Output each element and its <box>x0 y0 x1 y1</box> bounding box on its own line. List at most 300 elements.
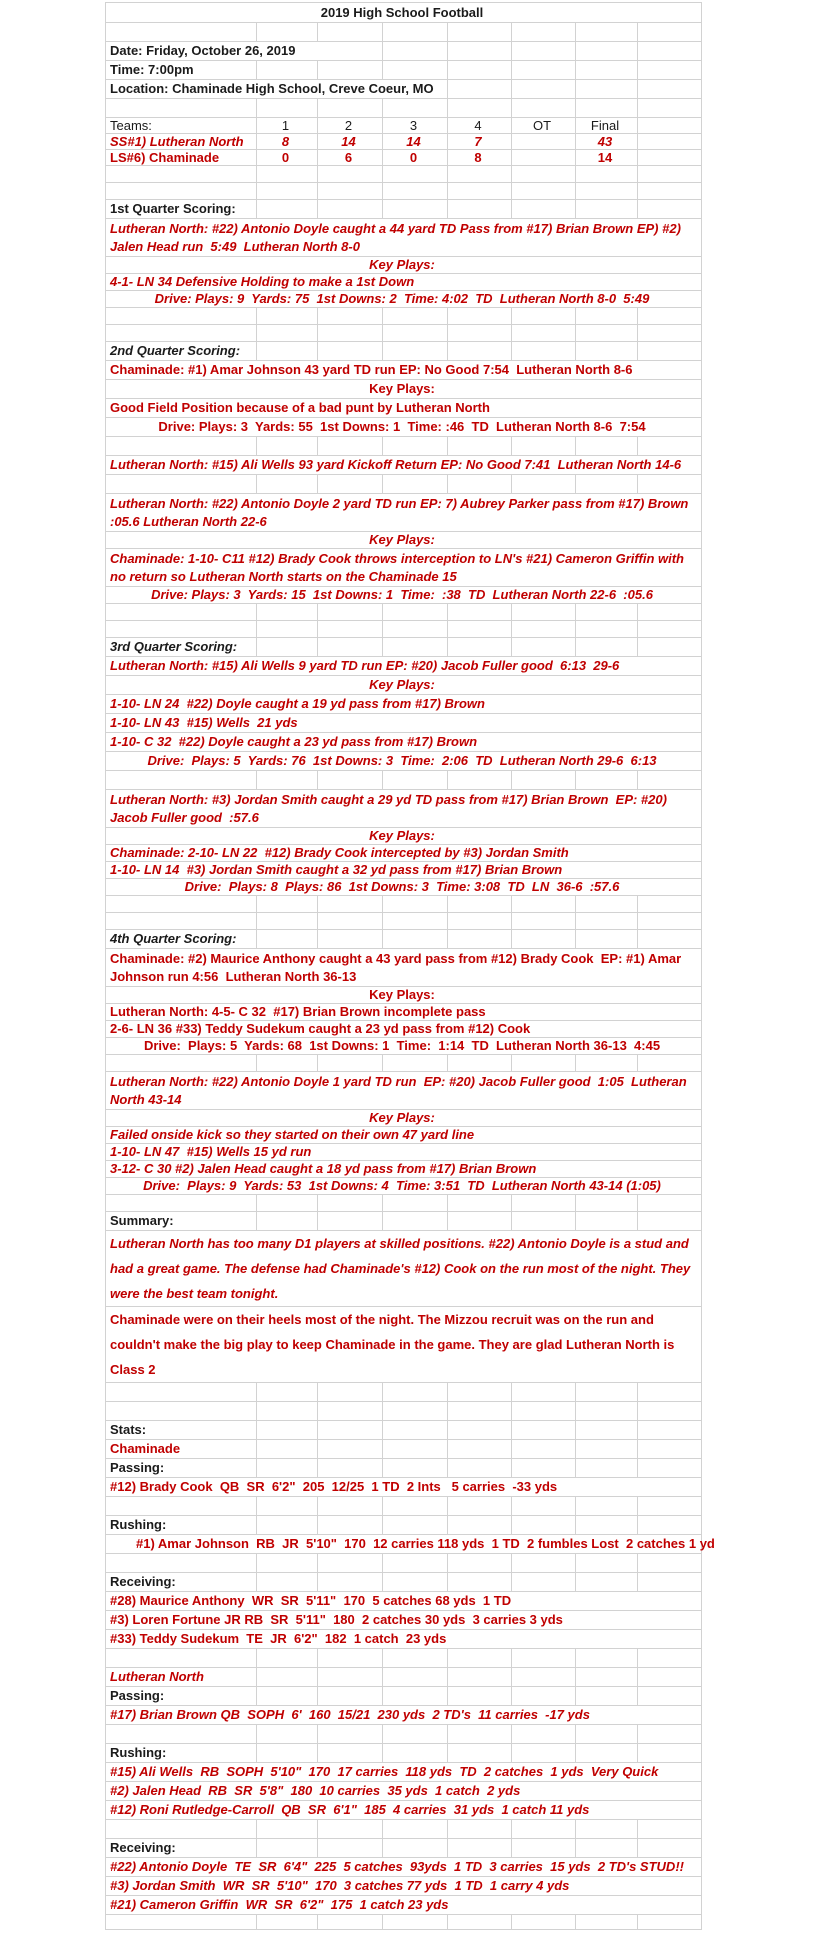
text-cell[interactable]: #22) Antonio Doyle TE SR 6'4" 225 5 catches 93yds 1 TD 3 carries 15 yds 2 TD's STUD!! <box>106 1858 702 1876</box>
cell[interactable] <box>257 437 318 455</box>
cell[interactable] <box>576 1687 638 1705</box>
cell[interactable] <box>257 1402 318 1420</box>
cell[interactable] <box>383 1725 448 1743</box>
cell[interactable] <box>638 1212 702 1230</box>
cell[interactable] <box>257 166 318 182</box>
cell[interactable] <box>383 1440 448 1458</box>
cell[interactable] <box>257 1668 318 1686</box>
cell[interactable] <box>576 1212 638 1230</box>
cell[interactable] <box>448 1668 512 1686</box>
text-cell[interactable]: Summary: <box>106 1212 257 1230</box>
cell[interactable] <box>638 1402 702 1420</box>
cell[interactable] <box>448 308 512 324</box>
cell[interactable] <box>318 99 383 117</box>
cell[interactable] <box>448 23 512 41</box>
text-cell[interactable]: Chaminade: 2-10- LN 22 #12) Brady Cook intercepted by #3) Jordan Smith <box>106 845 702 861</box>
cell[interactable] <box>257 1516 318 1534</box>
cell[interactable] <box>638 1421 702 1439</box>
text-cell[interactable]: Chaminade: 1-10- C11 #12) Brady Cook throws interception to LN's #21) Cameron Griffin with no return so Lutheran North starts on the Chaminade 15 <box>106 549 702 586</box>
cell[interactable] <box>638 1573 702 1591</box>
cell[interactable] <box>576 1516 638 1534</box>
cell[interactable] <box>106 1383 257 1401</box>
cell[interactable] <box>576 1195 638 1211</box>
cell[interactable] <box>318 1212 383 1230</box>
cell[interactable] <box>257 1554 318 1572</box>
cell[interactable] <box>638 913 702 929</box>
cell[interactable] <box>383 99 448 117</box>
cell[interactable] <box>106 1915 257 1929</box>
cell[interactable] <box>106 771 257 789</box>
cell[interactable] <box>383 1820 448 1838</box>
cell[interactable] <box>257 913 318 929</box>
text-cell[interactable]: Chaminade were on their heels most of the night. The Mizzou recruit was on the run and couldn't make the big play to keep Chaminade in the game. They are glad Lutheran North is Class 2 <box>106 1307 702 1382</box>
cell[interactable] <box>512 23 576 41</box>
cell[interactable] <box>638 23 702 41</box>
cell[interactable] <box>512 1055 576 1071</box>
cell[interactable] <box>576 604 638 620</box>
cell[interactable] <box>512 1839 576 1857</box>
cell[interactable] <box>512 1687 576 1705</box>
cell[interactable] <box>257 23 318 41</box>
text-cell[interactable]: Key Plays: <box>106 257 702 273</box>
text-cell[interactable]: Lutheran North <box>106 1668 257 1686</box>
cell[interactable] <box>318 1421 383 1439</box>
score-cell[interactable]: 7 <box>448 134 512 149</box>
cell[interactable] <box>448 771 512 789</box>
cell[interactable] <box>512 183 576 199</box>
score-cell[interactable]: Final <box>576 118 638 133</box>
cell[interactable] <box>576 183 638 199</box>
cell[interactable] <box>383 1839 448 1857</box>
cell[interactable] <box>448 913 512 929</box>
score-cell[interactable] <box>638 118 702 133</box>
cell[interactable] <box>576 1421 638 1439</box>
text-cell[interactable]: #12) Brady Cook QB SR 6'2" 205 12/25 1 TD 2 Ints 5 carries -33 yds <box>106 1478 702 1496</box>
cell[interactable] <box>448 1839 512 1857</box>
cell[interactable] <box>576 99 638 117</box>
text-cell[interactable]: 1-10- LN 47 #15) Wells 15 yd run <box>106 1144 702 1160</box>
score-cell[interactable]: 0 <box>383 150 448 165</box>
cell[interactable] <box>576 896 638 912</box>
cell[interactable] <box>576 475 638 493</box>
cell[interactable] <box>318 23 383 41</box>
text-cell[interactable]: 3-12- C 30 #2) Jalen Head caught a 18 yd pass from #17) Brian Brown <box>106 1161 702 1177</box>
cell[interactable] <box>318 61 383 79</box>
cell[interactable] <box>638 1820 702 1838</box>
score-cell[interactable]: 43 <box>576 134 638 149</box>
cell[interactable] <box>512 80 576 98</box>
cell[interactable] <box>257 1421 318 1439</box>
cell[interactable] <box>257 621 318 637</box>
cell[interactable] <box>638 1687 702 1705</box>
cell[interactable] <box>383 1459 448 1477</box>
cell[interactable] <box>318 1839 383 1857</box>
cell[interactable] <box>106 913 257 929</box>
cell[interactable] <box>638 1915 702 1929</box>
cell[interactable] <box>318 1195 383 1211</box>
cell[interactable] <box>576 1573 638 1591</box>
cell[interactable] <box>257 896 318 912</box>
cell[interactable] <box>318 1687 383 1705</box>
score-cell[interactable]: OT <box>512 118 576 133</box>
cell[interactable] <box>512 166 576 182</box>
cell[interactable] <box>318 638 383 656</box>
cell[interactable] <box>576 23 638 41</box>
text-cell[interactable]: 2-6- LN 36 #33) Teddy Sudekum caught a 23 yd pass from #12) Cook <box>106 1021 702 1037</box>
cell[interactable] <box>638 61 702 79</box>
cell[interactable] <box>257 308 318 324</box>
score-cell[interactable] <box>638 134 702 149</box>
cell[interactable] <box>448 99 512 117</box>
cell[interactable] <box>512 1554 576 1572</box>
cell[interactable] <box>638 342 702 360</box>
cell[interactable] <box>638 80 702 98</box>
text-cell[interactable]: 4-1- LN 34 Defensive Holding to make a 1st Down <box>106 274 702 290</box>
team-name-cell[interactable]: SS#1) Lutheran North <box>106 134 257 149</box>
cell[interactable] <box>383 1497 448 1515</box>
cell[interactable] <box>576 1459 638 1477</box>
cell[interactable] <box>383 1573 448 1591</box>
score-cell[interactable]: 6 <box>318 150 383 165</box>
score-cell[interactable]: 3 <box>383 118 448 133</box>
cell[interactable] <box>106 1402 257 1420</box>
cell[interactable] <box>257 1744 318 1762</box>
cell[interactable] <box>448 1440 512 1458</box>
cell[interactable] <box>383 183 448 199</box>
cell[interactable] <box>383 61 448 79</box>
cell[interactable] <box>512 342 576 360</box>
cell[interactable] <box>383 342 448 360</box>
cell[interactable] <box>383 23 448 41</box>
cell[interactable] <box>383 1554 448 1572</box>
cell[interactable] <box>448 166 512 182</box>
cell[interactable] <box>512 621 576 637</box>
cell[interactable] <box>257 325 318 341</box>
cell[interactable] <box>257 342 318 360</box>
cell[interactable] <box>318 1725 383 1743</box>
cell[interactable] <box>512 1383 576 1401</box>
text-cell[interactable]: 1-10- LN 14 #3) Jordan Smith caught a 32 yd pass from #17) Brian Brown <box>106 862 702 878</box>
cell[interactable] <box>383 325 448 341</box>
text-cell[interactable]: Lutheran North: 4-5- C 32 #17) Brian Brown incomplete pass <box>106 1004 702 1020</box>
cell[interactable] <box>512 437 576 455</box>
cell[interactable] <box>318 1440 383 1458</box>
cell[interactable] <box>576 325 638 341</box>
cell[interactable] <box>448 638 512 656</box>
text-cell[interactable]: Key Plays: <box>106 532 702 548</box>
cell[interactable] <box>318 1497 383 1515</box>
score-cell[interactable]: 14 <box>383 134 448 149</box>
cell[interactable] <box>512 308 576 324</box>
cell[interactable] <box>383 913 448 929</box>
cell[interactable] <box>638 42 702 60</box>
cell[interactable] <box>448 342 512 360</box>
score-cell[interactable]: 2 <box>318 118 383 133</box>
cell[interactable] <box>257 99 318 117</box>
cell[interactable] <box>106 308 257 324</box>
cell[interactable] <box>318 1573 383 1591</box>
text-cell[interactable]: #15) Ali Wells RB SOPH 5'10" 170 17 carries 118 yds TD 2 catches 1 yds Very Quick <box>106 1763 702 1781</box>
cell[interactable] <box>448 621 512 637</box>
cell[interactable] <box>257 771 318 789</box>
cell[interactable] <box>257 1212 318 1230</box>
cell[interactable] <box>318 1516 383 1534</box>
text-cell[interactable]: 1-10- LN 24 #22) Doyle caught a 19 yd pass from #17) Brown <box>106 695 702 713</box>
cell[interactable] <box>383 200 448 218</box>
cell[interactable] <box>638 771 702 789</box>
cell[interactable] <box>318 1915 383 1929</box>
text-cell[interactable]: Lutheran North has too many D1 players at skilled positions. #22) Antonio Doyle is a stud and had a great game. The defense had Chaminade's #12) Cook on the run most of the night. They were the best team tonight. <box>106 1231 702 1306</box>
text-cell[interactable]: 4th Quarter Scoring: <box>106 930 257 948</box>
cell[interactable] <box>576 638 638 656</box>
text-cell[interactable]: Failed onside kick so they started on their own 47 yard line <box>106 1127 702 1143</box>
text-cell[interactable]: Lutheran North: #22) Antonio Doyle 1 yard TD run EP: #20) Jacob Fuller good 1:05 Lutheran North 43-14 <box>106 1072 702 1109</box>
text-cell[interactable]: Lutheran North: #22) Antonio Doyle 2 yard TD run EP: 7) Aubrey Parker pass from #17) Brown :05.6 Lutheran North 22-6 <box>106 494 702 531</box>
cell[interactable] <box>638 1516 702 1534</box>
cell[interactable] <box>383 1383 448 1401</box>
cell[interactable] <box>318 437 383 455</box>
text-cell[interactable]: Drive: Plays: 3 Yards: 15 1st Downs: 1 Time: :38 TD Lutheran North 22-6 :05.6 <box>106 587 702 603</box>
cell[interactable] <box>383 1668 448 1686</box>
cell[interactable] <box>383 1516 448 1534</box>
cell[interactable] <box>257 1383 318 1401</box>
cell[interactable] <box>318 166 383 182</box>
cell[interactable] <box>257 200 318 218</box>
cell[interactable] <box>638 1497 702 1515</box>
cell[interactable] <box>448 1212 512 1230</box>
cell[interactable] <box>576 1383 638 1401</box>
cell[interactable] <box>576 308 638 324</box>
cell[interactable] <box>318 342 383 360</box>
cell[interactable] <box>257 1649 318 1667</box>
cell[interactable] <box>576 42 638 60</box>
cell[interactable] <box>638 1668 702 1686</box>
text-cell[interactable]: Stats: <box>106 1421 257 1439</box>
cell[interactable] <box>448 437 512 455</box>
cell[interactable] <box>448 1402 512 1420</box>
score-cell[interactable]: 14 <box>576 150 638 165</box>
text-cell[interactable]: #1) Amar Johnson RB JR 5'10" 170 12 carries 118 yds 1 TD 2 fumbles Lost 2 catches 1 yd <box>106 1535 702 1553</box>
cell[interactable] <box>512 1212 576 1230</box>
text-cell[interactable]: Lutheran North: #22) Antonio Doyle caught a 44 yard TD Pass from #17) Brian Brown EP) #2) Jalen Head run 5:49 Lutheran North 8-0 <box>106 219 702 256</box>
cell[interactable] <box>638 1725 702 1743</box>
cell[interactable] <box>512 1915 576 1929</box>
cell[interactable] <box>383 308 448 324</box>
cell[interactable] <box>638 325 702 341</box>
cell[interactable] <box>512 42 576 60</box>
cell[interactable] <box>257 61 318 79</box>
cell[interactable] <box>638 1459 702 1477</box>
cell[interactable] <box>106 325 257 341</box>
text-cell[interactable]: Key Plays: <box>106 828 702 844</box>
cell[interactable] <box>448 1516 512 1534</box>
text-cell[interactable]: #21) Cameron Griffin WR SR 6'2" 175 1 catch 23 yds <box>106 1896 702 1914</box>
cell[interactable] <box>512 913 576 929</box>
cell[interactable] <box>638 1383 702 1401</box>
cell[interactable] <box>257 475 318 493</box>
score-cell[interactable] <box>512 150 576 165</box>
cell[interactable] <box>257 1195 318 1211</box>
cell[interactable] <box>106 437 257 455</box>
cell[interactable] <box>318 604 383 620</box>
cell[interactable] <box>383 930 448 948</box>
cell[interactable] <box>448 1820 512 1838</box>
cell[interactable] <box>257 1915 318 1929</box>
cell[interactable] <box>576 1440 638 1458</box>
cell[interactable] <box>638 1440 702 1458</box>
text-cell[interactable]: Lutheran North: #3) Jordan Smith caught a 29 yd TD pass from #17) Brian Brown EP: #20) Jacob Fuller good :57.6 <box>106 790 702 827</box>
cell[interactable] <box>512 638 576 656</box>
score-cell[interactable]: 4 <box>448 118 512 133</box>
text-cell[interactable]: #28) Maurice Anthony WR SR 5'11" 170 5 catches 68 yds 1 TD <box>106 1592 702 1610</box>
cell[interactable] <box>318 1649 383 1667</box>
cell[interactable] <box>383 771 448 789</box>
score-cell[interactable]: 8 <box>448 150 512 165</box>
cell[interactable] <box>383 638 448 656</box>
cell[interactable] <box>576 1649 638 1667</box>
cell[interactable] <box>512 1744 576 1762</box>
cell[interactable] <box>576 342 638 360</box>
cell[interactable] <box>576 1668 638 1686</box>
cell[interactable] <box>512 1440 576 1458</box>
text-cell[interactable]: Drive: Plays: 8 Plays: 86 1st Downs: 3 Time: 3:08 TD LN 36-6 :57.6 <box>106 879 702 895</box>
cell[interactable] <box>448 1459 512 1477</box>
cell[interactable] <box>383 437 448 455</box>
cell[interactable] <box>638 621 702 637</box>
cell[interactable] <box>257 1459 318 1477</box>
cell[interactable] <box>448 1497 512 1515</box>
cell[interactable] <box>448 1055 512 1071</box>
cell[interactable] <box>257 1687 318 1705</box>
cell[interactable] <box>383 42 448 60</box>
cell[interactable] <box>576 1820 638 1838</box>
cell[interactable] <box>638 1554 702 1572</box>
cell[interactable] <box>318 621 383 637</box>
cell[interactable] <box>257 1820 318 1838</box>
cell[interactable] <box>576 913 638 929</box>
text-cell[interactable]: Location: Chaminade High School, Creve Coeur, MO <box>106 80 448 98</box>
cell[interactable] <box>257 1497 318 1515</box>
cell[interactable] <box>448 1687 512 1705</box>
cell[interactable] <box>106 1820 257 1838</box>
cell[interactable] <box>638 1195 702 1211</box>
cell[interactable] <box>576 437 638 455</box>
cell[interactable] <box>576 1402 638 1420</box>
cell[interactable] <box>448 475 512 493</box>
cell[interactable] <box>448 1725 512 1743</box>
cell[interactable] <box>638 1649 702 1667</box>
cell[interactable] <box>576 1554 638 1572</box>
cell[interactable] <box>638 1839 702 1857</box>
cell[interactable] <box>448 930 512 948</box>
text-cell[interactable]: Passing: <box>106 1459 257 1477</box>
team-name-cell[interactable]: Teams: <box>106 118 257 133</box>
cell[interactable] <box>576 1725 638 1743</box>
cell[interactable] <box>448 1421 512 1439</box>
score-cell[interactable] <box>512 134 576 149</box>
cell[interactable] <box>106 1195 257 1211</box>
cell[interactable] <box>638 183 702 199</box>
cell[interactable] <box>383 621 448 637</box>
cell[interactable] <box>576 61 638 79</box>
text-cell[interactable]: 2nd Quarter Scoring: <box>106 342 257 360</box>
cell[interactable] <box>106 1554 257 1572</box>
cell[interactable] <box>383 475 448 493</box>
cell[interactable] <box>448 604 512 620</box>
cell[interactable] <box>318 1744 383 1762</box>
cell[interactable] <box>512 200 576 218</box>
cell[interactable] <box>638 437 702 455</box>
text-cell[interactable]: Drive: Plays: 5 Yards: 68 1st Downs: 1 Time: 1:14 TD Lutheran North 36-13 4:45 <box>106 1038 702 1054</box>
cell[interactable] <box>512 896 576 912</box>
text-cell[interactable]: Good Field Position because of a bad punt by Lutheran North <box>106 399 702 417</box>
cell[interactable] <box>257 930 318 948</box>
cell[interactable] <box>318 475 383 493</box>
cell[interactable] <box>576 1744 638 1762</box>
score-cell[interactable]: 14 <box>318 134 383 149</box>
cell[interactable] <box>257 604 318 620</box>
text-cell[interactable]: Key Plays: <box>106 676 702 694</box>
text-cell[interactable]: Key Plays: <box>106 380 702 398</box>
cell[interactable] <box>383 1402 448 1420</box>
cell[interactable] <box>638 1055 702 1071</box>
text-cell[interactable]: Chaminade: #1) Amar Johnson 43 yard TD run EP: No Good 7:54 Lutheran North 8-6 <box>106 361 702 379</box>
text-cell[interactable]: Key Plays: <box>106 987 702 1003</box>
text-cell[interactable]: Time: 7:00pm <box>106 61 257 79</box>
text-cell[interactable]: #12) Roni Rutledge-Carroll QB SR 6'1" 185 4 carries 31 yds 1 catch 11 yds <box>106 1801 702 1819</box>
text-cell[interactable]: 1st Quarter Scoring: <box>106 200 257 218</box>
cell[interactable] <box>106 183 257 199</box>
cell[interactable] <box>106 1055 257 1071</box>
cell[interactable] <box>106 475 257 493</box>
cell[interactable] <box>318 1820 383 1838</box>
cell[interactable] <box>318 1402 383 1420</box>
cell[interactable] <box>512 1402 576 1420</box>
cell[interactable] <box>448 1915 512 1929</box>
cell[interactable] <box>318 930 383 948</box>
cell[interactable] <box>638 200 702 218</box>
cell[interactable] <box>448 1744 512 1762</box>
cell[interactable] <box>106 1649 257 1667</box>
cell[interactable] <box>512 604 576 620</box>
cell[interactable] <box>106 166 257 182</box>
cell[interactable] <box>318 200 383 218</box>
cell[interactable] <box>512 930 576 948</box>
cell[interactable] <box>318 1055 383 1071</box>
cell[interactable] <box>576 166 638 182</box>
team-name-cell[interactable]: LS#6) Chaminade <box>106 150 257 165</box>
cell[interactable] <box>106 1497 257 1515</box>
score-cell[interactable] <box>638 150 702 165</box>
cell[interactable] <box>257 1440 318 1458</box>
score-cell[interactable]: 8 <box>257 134 318 149</box>
cell[interactable] <box>318 325 383 341</box>
text-cell[interactable]: 3rd Quarter Scoring: <box>106 638 257 656</box>
cell[interactable] <box>448 1649 512 1667</box>
text-cell[interactable]: Drive: Plays: 3 Yards: 55 1st Downs: 1 Time: :46 TD Lutheran North 8-6 7:54 <box>106 418 702 436</box>
text-cell[interactable]: Drive: Plays: 5 Yards: 76 1st Downs: 3 Time: 2:06 TD Lutheran North 29-6 6:13 <box>106 752 702 770</box>
text-cell[interactable]: Lutheran North: #15) Ali Wells 9 yard TD run EP: #20) Jacob Fuller good 6:13 29-6 <box>106 657 702 675</box>
cell[interactable] <box>383 1744 448 1762</box>
text-cell[interactable]: #33) Teddy Sudekum TE JR 6'2" 182 1 catch 23 yds <box>106 1630 702 1648</box>
text-cell[interactable]: Drive: Plays: 9 Yards: 53 1st Downs: 4 Time: 3:51 TD Lutheran North 43-14 (1:05) <box>106 1178 702 1194</box>
text-cell[interactable]: Rushing: <box>106 1744 257 1762</box>
cell[interactable] <box>512 1497 576 1515</box>
cell[interactable] <box>383 1687 448 1705</box>
text-cell[interactable]: Key Plays: <box>106 1110 702 1126</box>
cell[interactable] <box>257 1839 318 1857</box>
cell[interactable] <box>106 23 257 41</box>
